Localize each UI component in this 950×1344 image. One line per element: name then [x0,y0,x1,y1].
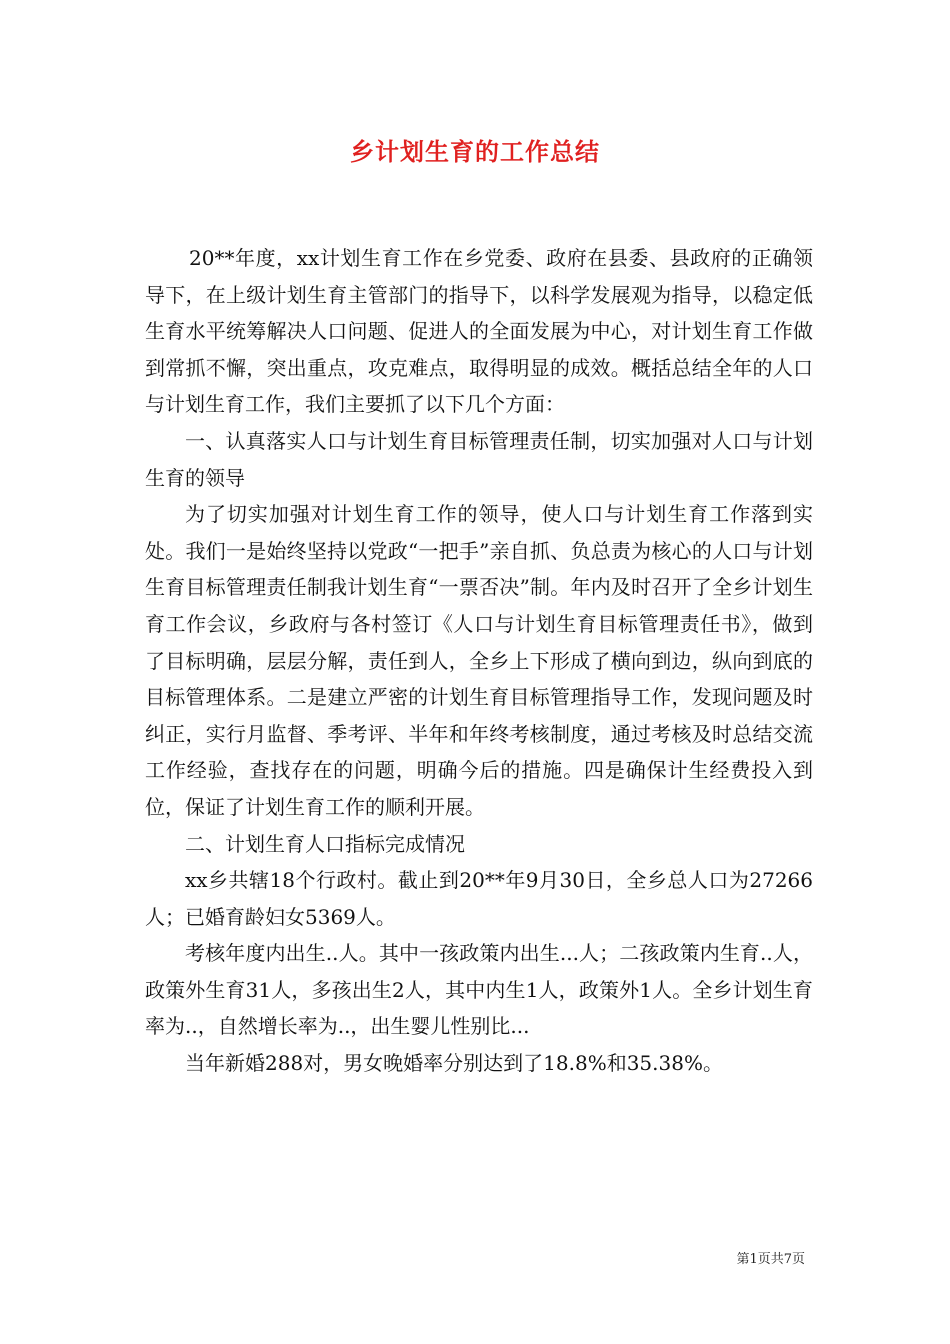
section-heading-1: 一、认真落实人口与计划生育目标管理责任制，切实加强对人口与计划生育的领导 [145,428,813,490]
paragraph-births: 考核年度内出生..人。其中一孩政策内出生...人；二孩政策内生育..人，政策外生育31人，多孩出生2人，其中内生1人，政策外1人。全乡计划生育率为..，自然增长率为..，出生婴儿性别比... [145,941,813,1039]
page-number: 第1页共7页 [736,1252,805,1267]
document-body [145,240,813,1082]
paragraph-population: xx乡共辖18个行政村。截止到20**年9月30日，全乡总人口为27266人；已婚育龄妇女5369人。 [145,868,813,929]
document-title: 乡计划生育的工作总结 [350,138,600,166]
paragraph-section-1: 为了切实加强对计划生育工作的领导，使人口与计划生育工作落到实处。我们一是始终坚持以党政“一把手”亲自抓、负总责为核心的人口与计划生育目标管理责任制我计划生育“一票否决”制。年内及时召开了全乡计划生育工作会议，乡政府与各村签订《人口与计划生育目标管理责任书》，做到了目标明确，层层分解，责任到人，全乡上下形成了横向到边，纵向到底的目标管理体系。二是建立严密的计划生育目标管理指导工作，发现问题及时纠正，实行月监督、季考评、半年和年终考核制度，通过考核及时总结交流工作经验，查找存在的问题，明确今后的措施。四是确保计生经费投入到位，保证了计划生育工作的顺利开展。 [145,502,813,819]
paragraph-intro: 20**年度，xx计划生育工作在乡党委、政府在县委、县政府的正确领导下，在上级计划生育主管部门的指导下，以科学发展观为指导，以稳定低生育水平统筹解决人口问题、促进人的全面发展为中心，对计划生育工作做到常抓不懈，突出重点，攻克难点，取得明显的成效。概括总结全年的人口与计划生育工作，我们主要抓了以下几个方面： [145,246,813,417]
paragraph-marriages: 当年新婚288对，男女晚婚率分别达到了18.8%和35.38%。 [185,1051,723,1076]
section-heading-2: 二、计划生育人口指标完成情况 [185,831,465,856]
